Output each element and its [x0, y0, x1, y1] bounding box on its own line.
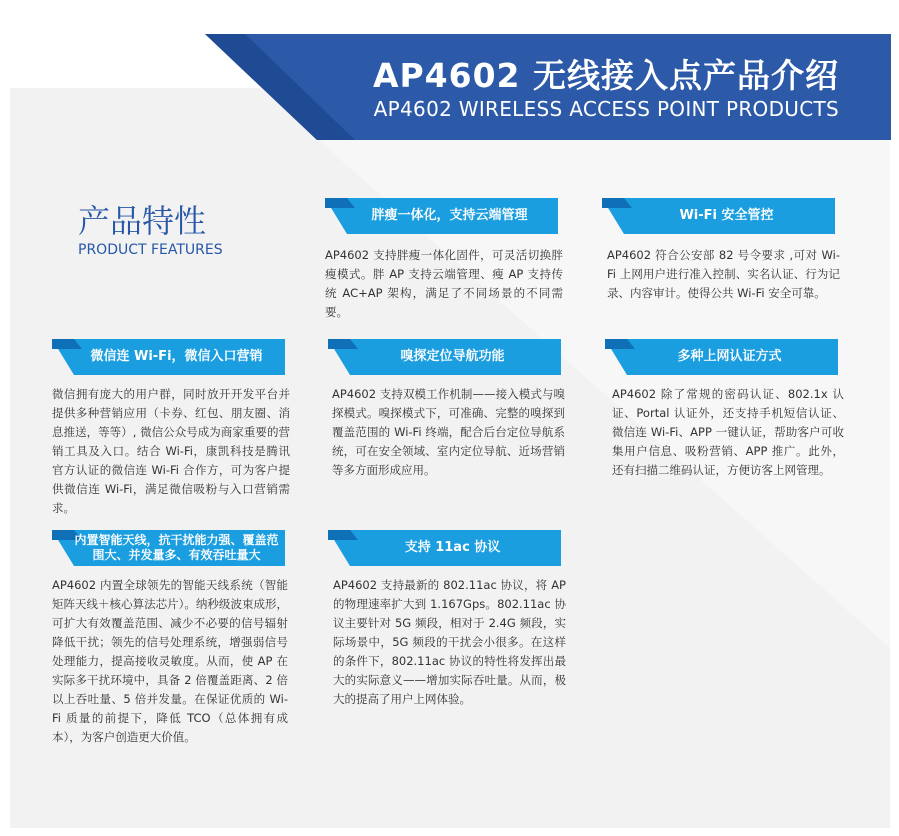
feature-tag	[325, 198, 558, 234]
feature-text: 微信拥有庞大的用户群，同时放开开发平台并提供多种营销应用（卡券、红包、朋友圈、消息推送，等等）, 微信公众号成为商家重要的营销工具及入口。结合 Wi-Fi，康凯科技是腾讯官方认证的微信连 Wi-Fi 合作方，可为客户提供微信连 Wi-Fi，满足微信吸粉与入口营销需求。	[52, 387, 290, 515]
feature-title: 内置智能天线，抗干扰能力强、覆盖范围大、并发量多、有效吞吐量大	[74, 533, 279, 562]
feature-title: 多种上网认证方式	[677, 349, 782, 364]
feature-tag	[52, 530, 285, 566]
feature-title: 胖瘦一体化，支持云端管理	[371, 208, 528, 223]
feature-tag	[52, 339, 285, 375]
feature-title: Wi-Fi 安全管控	[679, 208, 774, 223]
feature-text: AP4602 内置全球领先的智能天线系统（智能矩阵天线＋核心算法芯片）。纳秒级波束成形，可扩大有效覆盖范围、减少不必要的信号辐射降低干扰；领先的信号处理系统，增强弱信号处理能力，提高接收灵敏度。从而，使 AP 在实际多干扰环境中，具备 2 倍覆盖距离、2 倍以上吞吐量、5 倍并发量。在保证优质的 Wi-Fi 质量的前提下，降低 TCO（总体拥有成本），为客户创造更大价值。	[52, 578, 288, 744]
feature-tag	[328, 339, 561, 375]
feature-tag	[605, 339, 838, 375]
feature-text: AP4602 支持最新的 802.11ac 协议，将 AP 的物理速率扩大到 1.167Gps。802.11ac 协议主要针对 5G 频段，相对于 2.4G 频段，实际场景中，5G 频段的干扰会小很多。在这样的条件下，802.11ac 协议的特性将发挥出最大的实际意义——增加实际吞吐量。从而，极大的提高了用户上网体验。	[333, 578, 566, 706]
feature-title: 嗅探定位导航功能	[400, 349, 505, 364]
page-subtitle: AP4602 WIRELESS ACCESS POINT PRODUCTS	[373, 97, 839, 121]
page-title: AP4602 无线接入点产品介绍	[372, 56, 839, 95]
feature-text: AP4602 支持双模工作机制——接入模式与嗅探模式。嗅探模式下，可准确、完整的嗅探到覆盖范围的 Wi-Fi 终端，配合后台定位导航系统，可在安全领域、室内定位导航、近场营销等多方面形成应用。	[332, 387, 565, 477]
feature-text: AP4602 除了常规的密码认证、802.1x 认证、Portal 认证外，还支持手机短信认证、微信连 Wi-Fi、APP 一键认证，帮助客户可收集用户信息、吸粉营销、APP 推广。此外，还有扫描二维码认证，方便访客上网管理。	[612, 387, 844, 477]
feature-tag	[328, 530, 561, 566]
feature-text: AP4602 符合公安部 82 号令要求 ,可对 Wi-Fi 上网用户进行准入控制、实名认证、行为记录、内容审计。使得公共 Wi-Fi 安全可靠。	[607, 248, 840, 300]
section-title: 产品特性	[78, 202, 207, 240]
feature-title: 微信连 Wi-Fi，微信入口营销	[90, 349, 263, 364]
feature-tag	[602, 198, 835, 234]
feature-title: 支持 11ac 协议	[404, 540, 501, 555]
feature-text: AP4602 支持胖瘦一体化固件，可灵活切换胖瘦模式。胖 AP 支持云端管理、瘦 AP 支持传统 AC+AP 架构，满足了不同场景的不同需要。	[325, 248, 563, 319]
section-subtitle: PRODUCT FEATURES	[78, 242, 223, 258]
